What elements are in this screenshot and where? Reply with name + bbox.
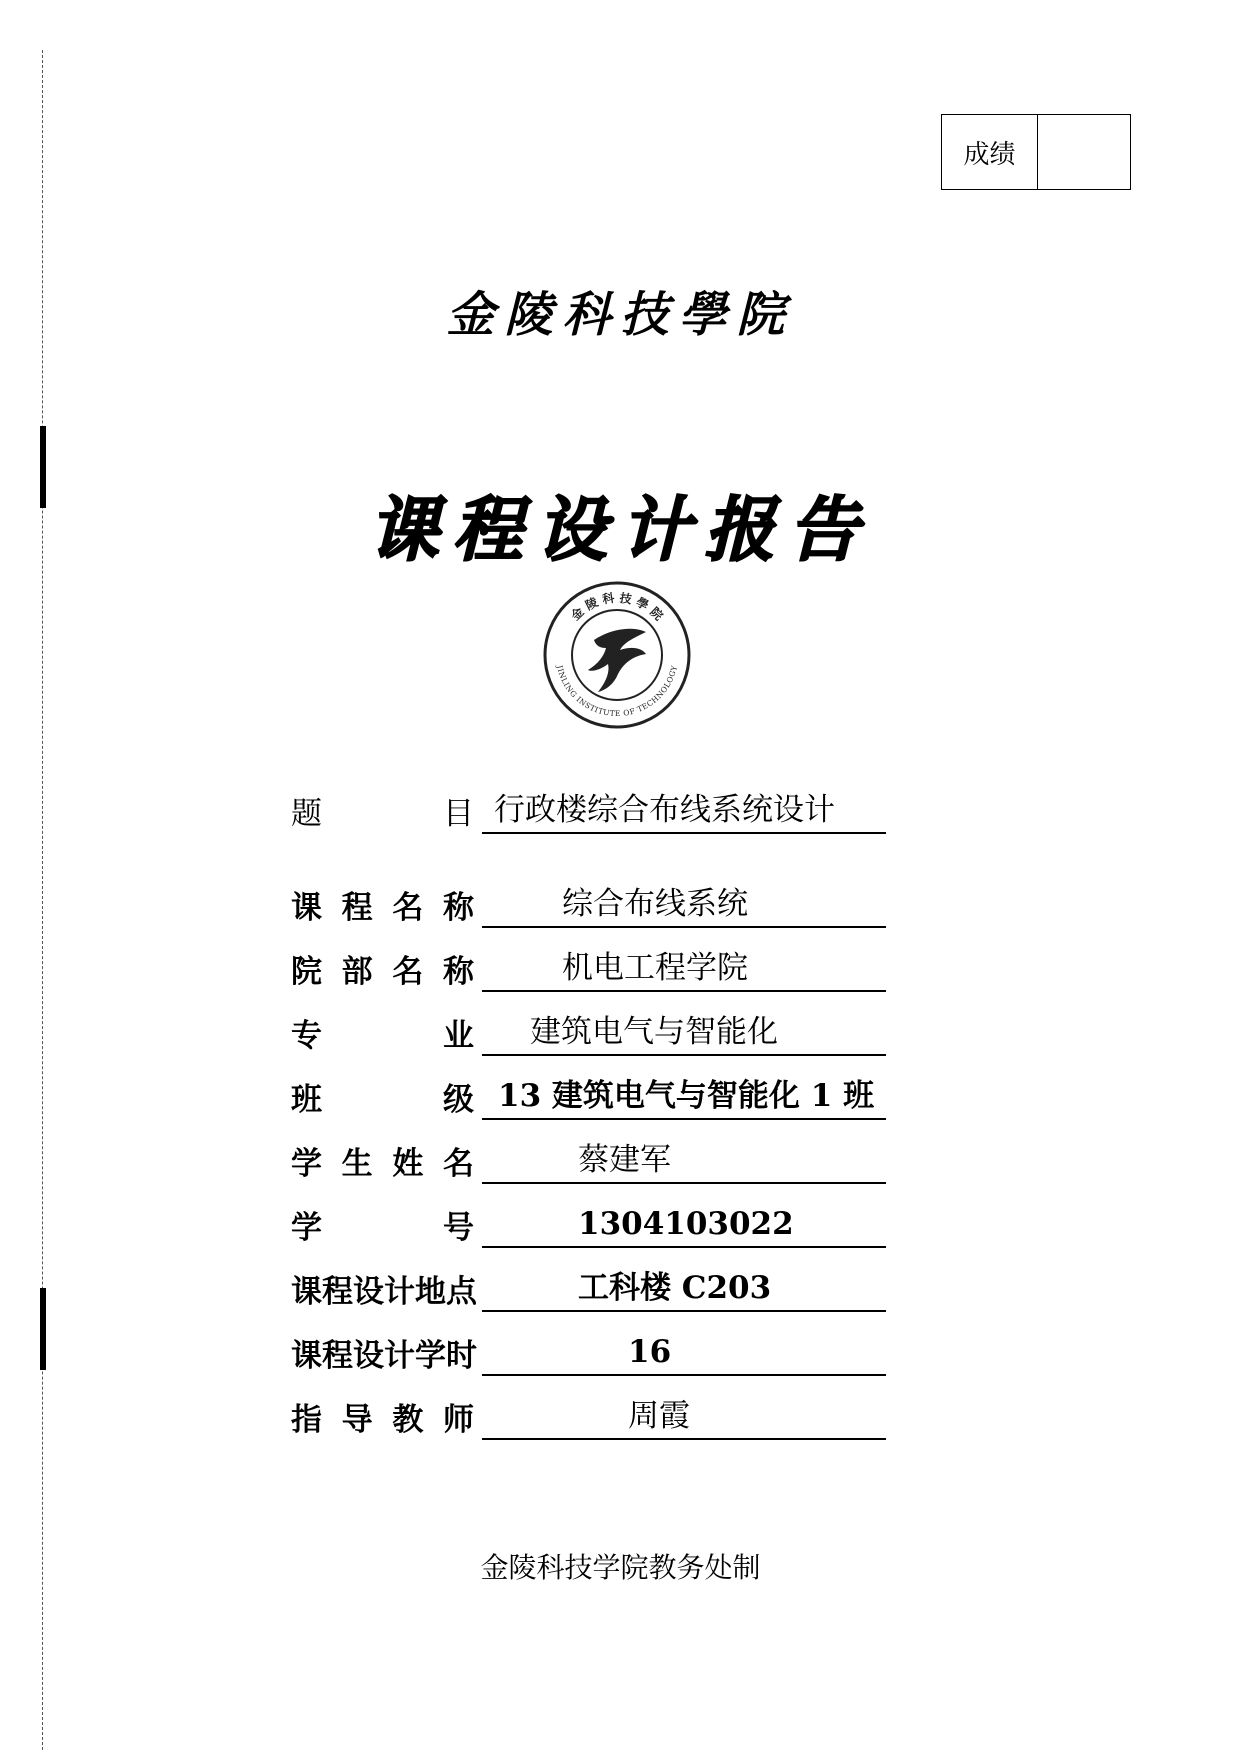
label-char: 计: [384, 1274, 415, 1310]
field-row-class: [291, 1076, 886, 1120]
field-label: [291, 948, 474, 992]
field-value: 13 建筑电气与智能化 1 班: [482, 1074, 886, 1120]
field-label: [291, 790, 474, 834]
field-row-course-name: [291, 884, 886, 928]
label-char: 专: [291, 1018, 322, 1054]
field-value: 行政楼综合布线系统设计: [482, 788, 886, 834]
field-label: [291, 884, 474, 928]
field-value: 机电工程学院: [482, 946, 886, 992]
label-char: 设: [353, 1338, 384, 1374]
label-char: 程: [341, 890, 373, 926]
binding-mark-bottom: [40, 1288, 46, 1370]
field-label: [291, 1076, 474, 1120]
report-title: 课程设计报告: [368, 488, 873, 571]
field-value: 工科楼 C203: [482, 1266, 886, 1312]
field-label: [291, 1012, 474, 1056]
label-char: 计: [384, 1338, 415, 1374]
label-char: 称: [442, 954, 474, 990]
label-char: 指: [291, 1402, 322, 1438]
label-char: 程: [322, 1274, 353, 1310]
label-char: 师: [442, 1402, 474, 1438]
field-label: [291, 1204, 474, 1248]
label-char: 生: [341, 1146, 373, 1182]
label-char: 班: [291, 1082, 322, 1118]
field-row-hours: [291, 1332, 886, 1376]
label-char: 部: [341, 954, 373, 990]
field-label: [291, 1332, 477, 1376]
grade-box: [941, 114, 1131, 190]
field-label: [291, 1140, 474, 1184]
label-char: 目: [443, 796, 474, 832]
institute-name: 金陵科技學院: [446, 287, 795, 343]
label-char: 名: [392, 954, 424, 990]
label-char: 业: [443, 1018, 474, 1054]
label-char: 课: [291, 1338, 322, 1374]
field-value: 1304103022: [482, 1202, 886, 1248]
field-row-location: [291, 1268, 886, 1312]
field-label: [291, 1268, 477, 1312]
label-char: 称: [442, 890, 474, 926]
label-char: 程: [322, 1338, 353, 1374]
label-char: 名: [392, 890, 424, 926]
seal-top-text: 金 陵 科 技 學 院: [568, 590, 666, 624]
label-char: 设: [353, 1274, 384, 1310]
label-char: 学: [291, 1146, 322, 1182]
field-row-department: [291, 948, 886, 992]
field-row-major: [291, 1012, 886, 1056]
label-char: 学: [415, 1338, 446, 1374]
field-value: 蔡建军: [482, 1138, 886, 1184]
field-value: 16: [482, 1330, 886, 1376]
svg-text:金 陵 科 技 學 院: [568, 590, 667, 624]
grade-value: [1038, 115, 1130, 189]
institute-seal-logo: [542, 580, 692, 730]
field-row-student-id: [291, 1204, 886, 1248]
label-char: 地: [415, 1274, 446, 1310]
label-char: 题: [291, 796, 322, 832]
label-char: 名: [442, 1146, 474, 1182]
label-char: 导: [341, 1402, 373, 1438]
field-row-title: [291, 790, 886, 834]
label-char: 姓: [392, 1146, 424, 1182]
label-char: 时: [446, 1338, 477, 1374]
label-char: 点: [446, 1274, 477, 1310]
label-char: 院: [291, 954, 322, 990]
footer-issuer: 金陵科技学院教务处制: [480, 1551, 761, 1584]
label-char: 级: [443, 1082, 474, 1118]
label-char: 学: [291, 1210, 322, 1246]
label-char: 课: [291, 1274, 322, 1310]
label-char: 教: [392, 1402, 424, 1438]
field-value: 综合布线系统: [482, 882, 886, 928]
field-value: 建筑电气与智能化: [482, 1010, 886, 1056]
field-value: 周霞: [482, 1394, 886, 1440]
label-char: 号: [443, 1210, 474, 1246]
label-char: 课: [291, 890, 322, 926]
field-row-student-name: [291, 1140, 886, 1184]
seal-bottom-text: JINLING INSTITUTE OF TECHNOLOGY: [555, 664, 680, 719]
field-row-instructor: [291, 1396, 886, 1440]
grade-label: 成绩: [942, 115, 1038, 189]
field-label: [291, 1396, 474, 1440]
